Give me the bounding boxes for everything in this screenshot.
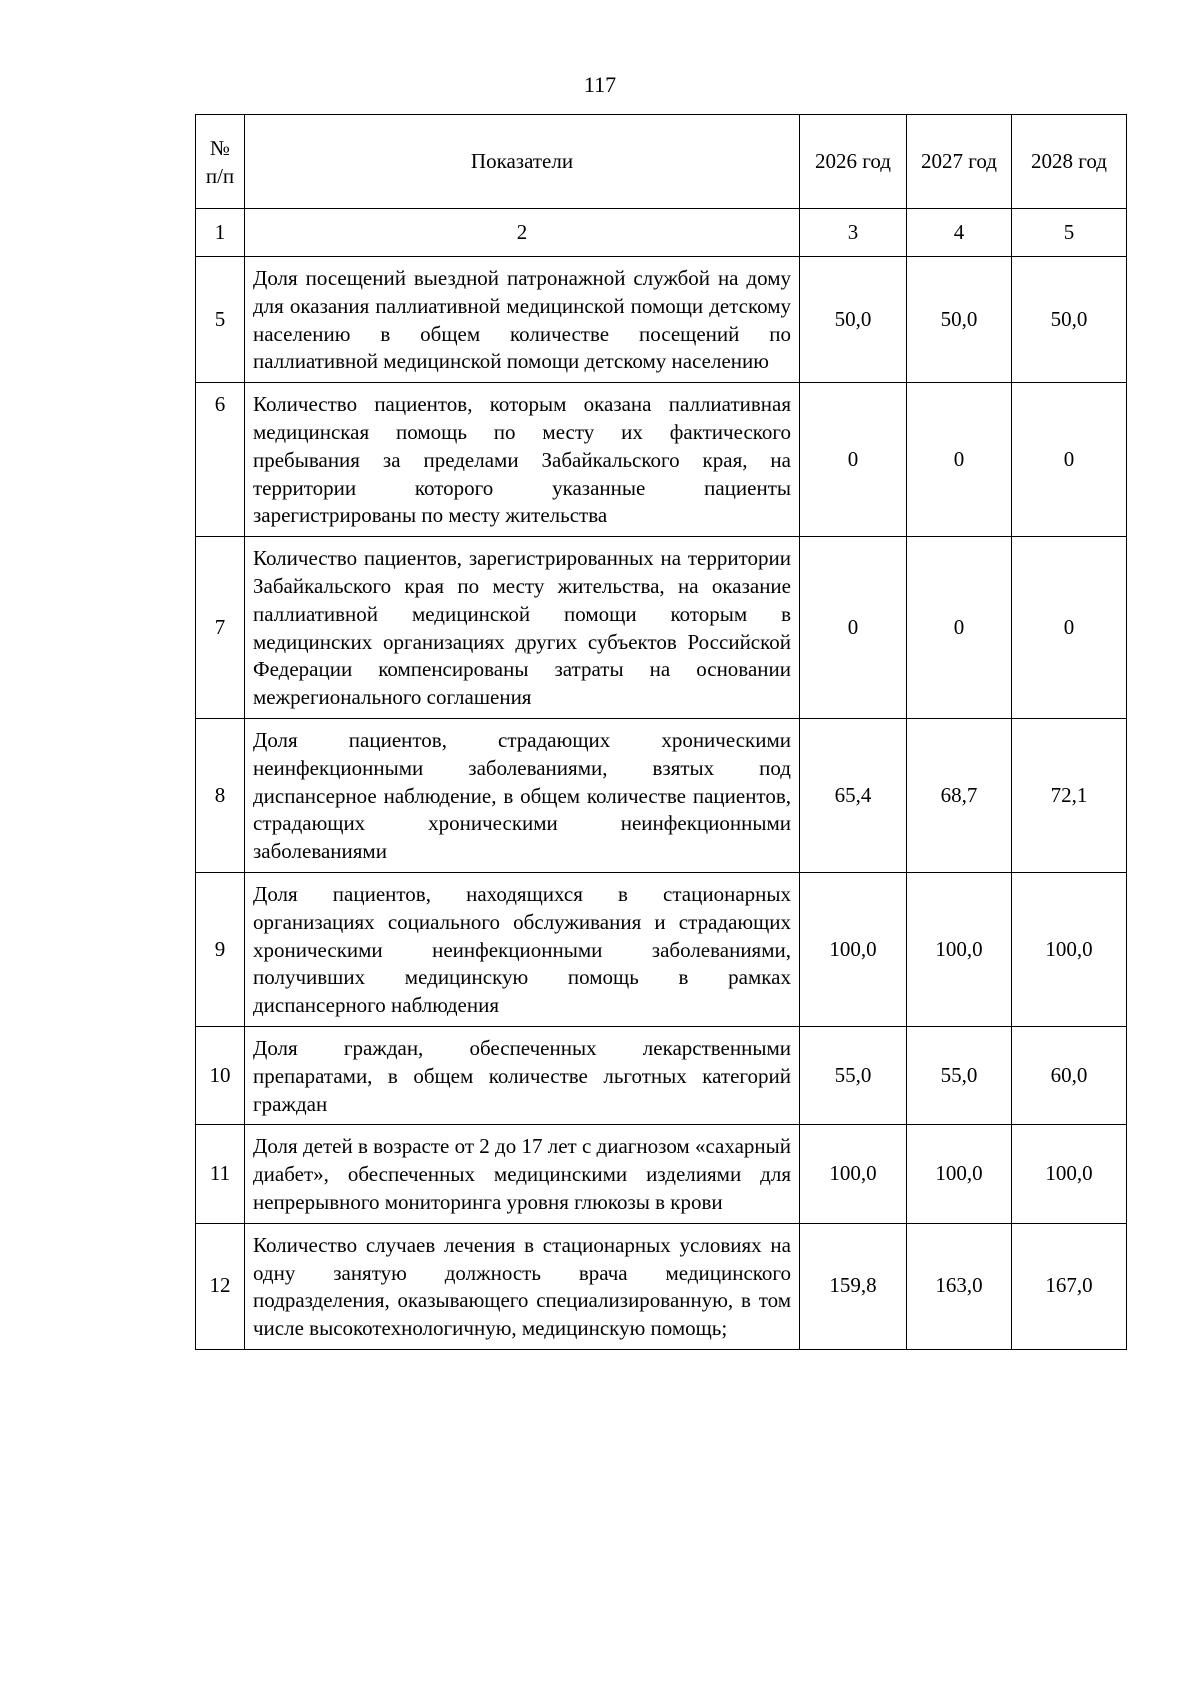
column-index-2: 2	[245, 209, 800, 257]
indicator-text: Количество случаев лечения в стационарных условиях на одну занятую должность врача медицинского подразделения, оказывающего специализированную, в том числе высокотехнологичную, медицинскую помощь;	[253, 1232, 791, 1341]
indicator-cell	[245, 383, 800, 537]
row-number: 7	[196, 537, 245, 719]
table-row	[196, 383, 1127, 537]
indicator-text: Доля посещений выездной патронажной службой на дому для оказания паллиативной медицинской помощи детскому населению в общем количестве посещений по паллиативной медицинской помощи детскому населению	[253, 266, 791, 374]
value-2026: 55,0	[800, 1026, 907, 1124]
header-indicator-cell	[245, 115, 800, 209]
table-row	[196, 1125, 1127, 1223]
header-year-2027: 2027 год	[907, 115, 1012, 209]
row-number: 11	[196, 1125, 245, 1223]
indicator-text: Доля детей в возрасте от 2 до 17 лет с диагнозом «сахарный диабет», обеспеченных медицинскими изделиями для непрерывного мониторинга уровня глюкозы в крови	[253, 1134, 791, 1214]
value-2027: 100,0	[907, 872, 1012, 1026]
header-indicator-label: Показатели	[470, 148, 574, 173]
value-2028: 167,0	[1012, 1223, 1127, 1349]
column-index-5: 5	[1012, 209, 1127, 257]
value-2028: 100,0	[1012, 1125, 1127, 1223]
table-row	[196, 872, 1127, 1026]
value-2026: 159,8	[800, 1223, 907, 1349]
table-row	[196, 1223, 1127, 1349]
value-2027: 68,7	[907, 718, 1012, 872]
indicator-cell	[245, 1125, 800, 1223]
header-num-cell	[196, 115, 245, 209]
header-year-2028: 2028 год	[1012, 115, 1127, 209]
value-2026: 50,0	[800, 257, 907, 383]
column-index-3: 3	[800, 209, 907, 257]
table-row	[196, 718, 1127, 872]
value-2027: 50,0	[907, 257, 1012, 383]
table-row	[196, 537, 1127, 719]
row-number: 12	[196, 1223, 245, 1349]
indicator-cell	[245, 1026, 800, 1124]
header-num-line2: п/п	[205, 163, 235, 188]
header-year-2026: 2026 год	[800, 115, 907, 209]
column-index-4: 4	[907, 209, 1012, 257]
value-2026: 0	[800, 537, 907, 719]
indicator-cell	[245, 537, 800, 719]
indicator-text: Количество пациентов, зарегистрированных на территории Забайкальского края по месту жительства, на оказание паллиативной медицинской помощи которым в медицинских организациях других субъектов Российской Федерации компенсированы затраты на основании межрегионального соглашения	[253, 546, 791, 710]
value-2027: 0	[907, 537, 1012, 719]
value-2028: 0	[1012, 537, 1127, 719]
indicator-text: Количество пациентов, которым оказана паллиативная медицинская помощь по месту их фактического пребывания за пределами Забайкальского края, на территории которого указанные пациенты зарегистрированы по месту жительства	[253, 392, 791, 528]
value-2027: 55,0	[907, 1026, 1012, 1124]
value-2028: 50,0	[1012, 257, 1127, 383]
indicator-cell	[245, 718, 800, 872]
value-2026: 100,0	[800, 872, 907, 1026]
page-number: 117	[583, 72, 617, 97]
value-2026: 100,0	[800, 1125, 907, 1223]
indicator-text: Доля пациентов, находящихся в стационарных организациях социального обслуживания и страдающих хроническими неинфекционными заболеваниями, получивших медицинскую помощь в рамках диспансерного наблюдения	[253, 881, 791, 1018]
indicator-cell	[245, 1223, 800, 1349]
row-number: 9	[196, 872, 245, 1026]
indicator-text: Доля граждан, обеспеченных лекарственными препаратами, в общем количестве льготных категорий граждан	[253, 1035, 791, 1116]
value-2028: 100,0	[1012, 872, 1127, 1026]
indicator-cell	[245, 872, 800, 1026]
column-index-1: 1	[196, 209, 245, 257]
value-2027: 163,0	[907, 1223, 1012, 1349]
value-2027: 100,0	[907, 1125, 1012, 1223]
indicator-cell	[245, 257, 800, 383]
row-number: 5	[196, 257, 245, 383]
row-number: 10	[196, 1026, 245, 1124]
table-row	[196, 257, 1127, 383]
value-2028: 60,0	[1012, 1026, 1127, 1124]
header-num-line1: №	[209, 135, 231, 160]
value-2026: 0	[800, 383, 907, 537]
row-number: 6	[196, 383, 245, 537]
indicator-text: Доля пациентов, страдающих хроническими неинфекционными заболеваниями, взятых под диспансерное наблюдение, в общем количестве пациентов, страдающих хроническими неинфекционными заболеваниями	[253, 727, 791, 864]
table-row	[196, 1026, 1127, 1124]
indicators-table	[195, 114, 1127, 1350]
row-number: 8	[196, 718, 245, 872]
value-2028: 72,1	[1012, 718, 1127, 872]
header-row	[196, 115, 1127, 209]
column-index-row	[196, 209, 1127, 257]
value-2027: 0	[907, 383, 1012, 537]
value-2028: 0	[1012, 383, 1127, 537]
value-2026: 65,4	[800, 718, 907, 872]
